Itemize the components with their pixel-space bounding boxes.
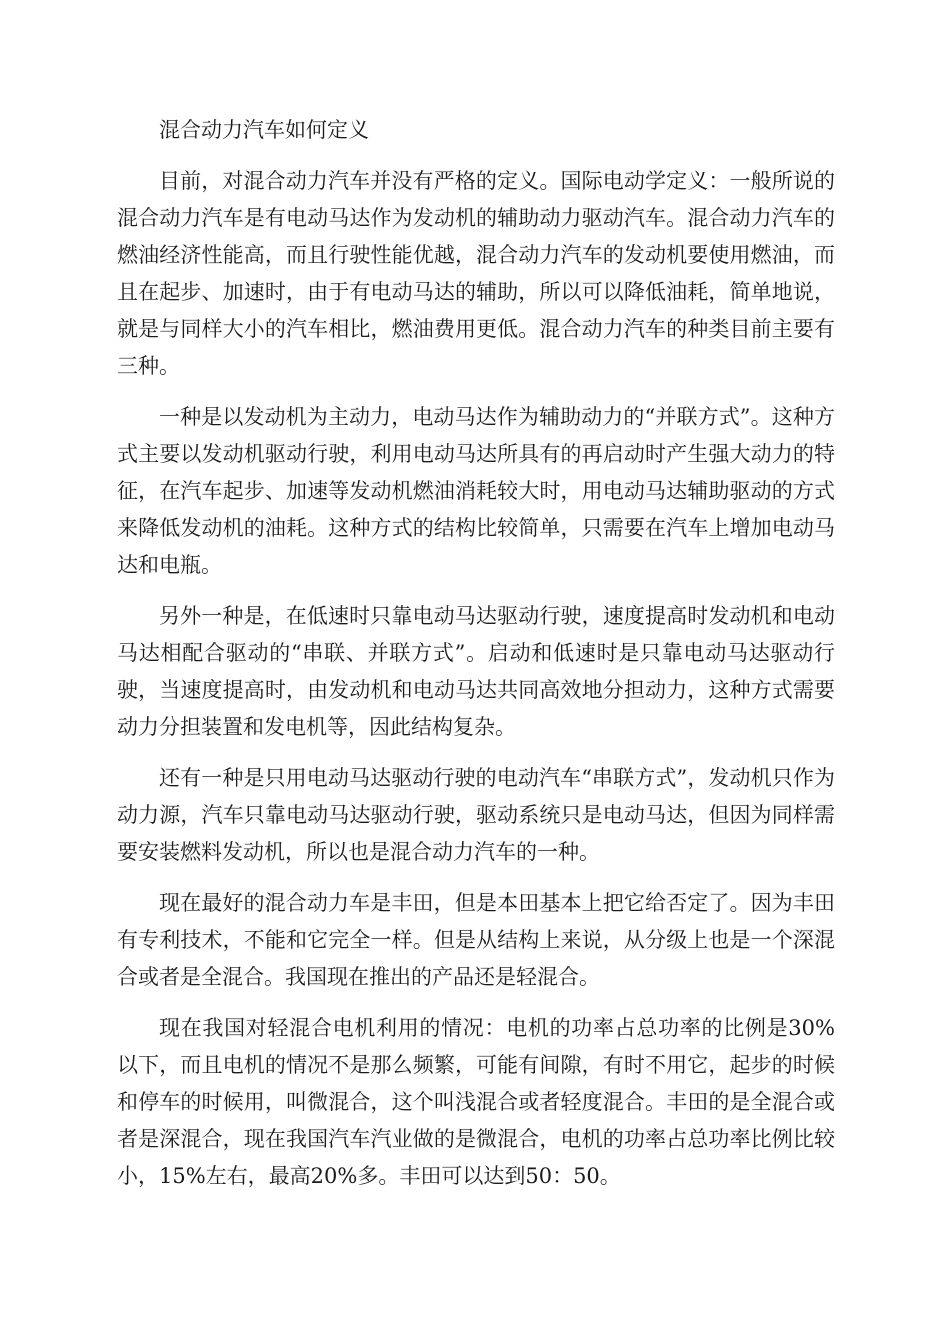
paragraph-1: 目前，对混合动力汽车并没有严格的定义。国际电动学定义：一般所说的混合动力汽车是有电动马达作为发动机的辅助动力驱动汽车。混合动力汽车的燃油经济性能高，而且行驶性能优越，混合动力汽车的发动机要使用燃油，而且在起步、加速时，由于有电动马达的辅助，所以可以降低油耗，简单地说，就是与同样大小的汽车相比，燃油费用更低。混合动力汽车的种类目前主要有三种。: [117, 169, 835, 378]
document-body: [117, 112, 835, 1209]
paragraph-2: 一种是以发动机为主动力，电动马达作为辅助动力的“并联方式”。这种方式主要以发动机驱动行驶，利用电动马达所具有的再启动时产生强大动力的特征，在汽车起步、加速等发动机燃油消耗较大时，用电动马达辅助驱动的方式来降低发动机的油耗。这种方式的结构比较简单，只需要在汽车上增加电动马达和电瓶。: [117, 405, 835, 577]
paragraph-5: 现在最好的混合动力车是丰田，但是本田基本上把它给否定了。因为丰田有专利技术，不能和它完全一样。但是从结构上来说，从分级上也是一个深混合或者是全混合。我国现在推出的产品还是轻混合。: [117, 891, 835, 989]
paragraph-6: 现在我国对轻混合电机利用的情况：电机的功率占总功率的比例是30%以下，而且电机的情况不是那么频繁，可能有间隙，有时不用它，起步的时候和停车的时候用，叫微混合，这个叫浅混合或者轻度混合。丰田的是全混合或者是深混合，现在我国汽车汽业做的是微混合，电机的功率占总功率比例比较小，15%左右，最高20%多。丰田可以达到50：50。: [117, 1016, 835, 1188]
paragraph-4: 还有一种是只用电动马达驱动行驶的电动汽车“串联方式”，发动机只作为动力源，汽车只靠电动马达驱动行驶，驱动系统只是电动马达，但因为同样需要安装燃料发动机，所以也是混合动力汽车的一种。: [117, 766, 835, 864]
document-title: 混合动力汽车如何定义: [159, 118, 369, 142]
paragraph-3: 另外一种是，在低速时只靠电动马达驱动行驶，速度提高时发动机和电动马达相配合驱动的“串联、并联方式”。启动和低速时是只靠电动马达驱动行驶，当速度提高时，由发动机和电动马达共同高效地分担动力，这种方式需要动力分担装置和发电机等，因此结构复杂。: [117, 604, 835, 739]
